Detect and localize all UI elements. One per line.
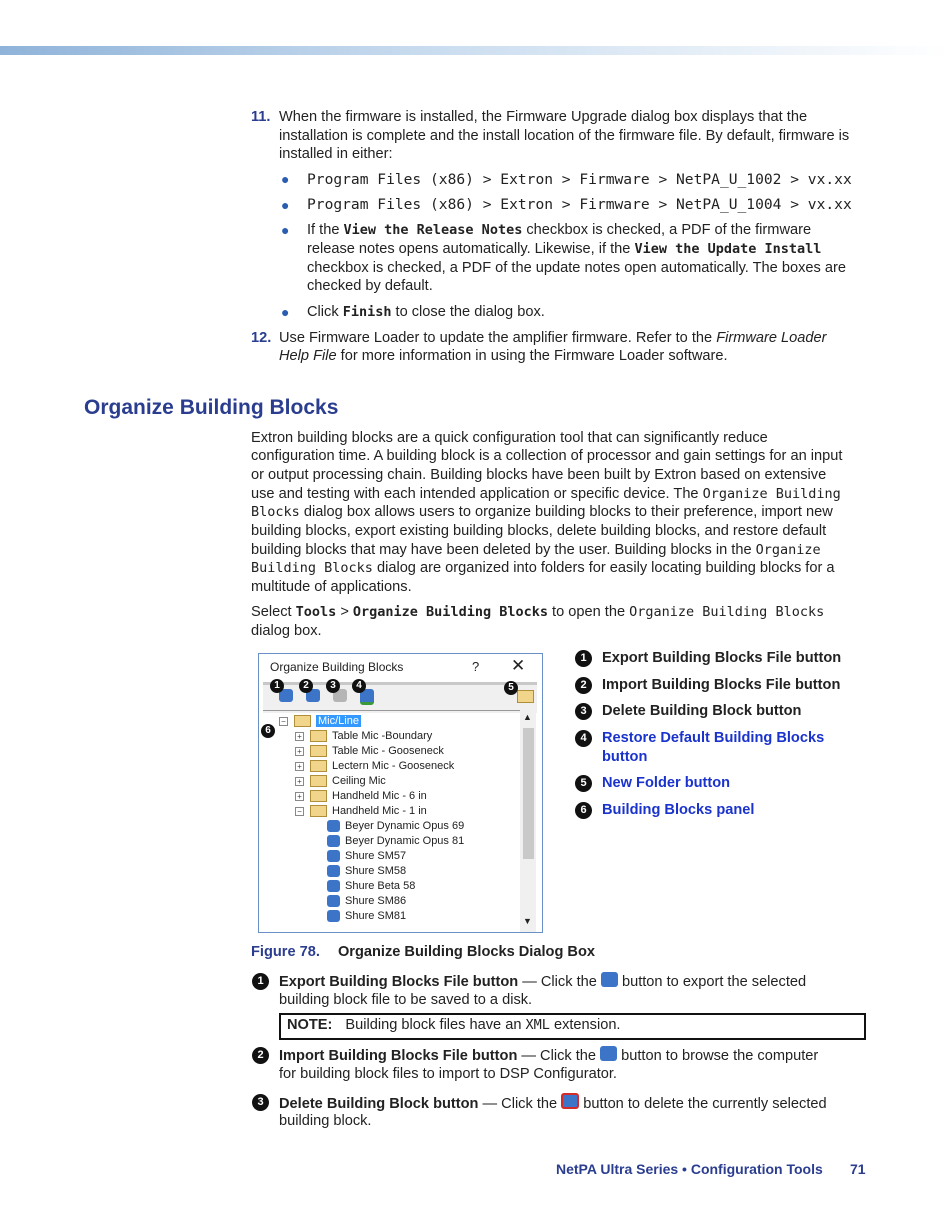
- intro-line-8: Building Blocks dialog are organized into folders for easily locating building blocks for a: [251, 560, 835, 576]
- delete-icon: [561, 1093, 579, 1109]
- export-icon: [601, 972, 618, 987]
- bullet-icon: ●: [281, 171, 290, 187]
- tree-item[interactable]: + Table Mic -Boundary: [295, 729, 432, 743]
- intro-line-6: building blocks, export existing building blocks, delete building blocks, and restore default: [251, 523, 827, 539]
- header-gradient-bar: [0, 46, 950, 55]
- building-block-icon: [327, 895, 340, 907]
- note-box: [279, 1013, 866, 1040]
- step-11-line-2: installation is complete and the install location of the firmware file. By default, firmware is: [279, 128, 850, 144]
- intro-line-4: use and testing with each intended application or specific device. The Organize Building: [251, 486, 841, 502]
- desc-callout-1: 1: [252, 973, 269, 990]
- tree-item[interactable]: Shure Beta 58: [327, 879, 415, 893]
- import-desc-line-2: for building block files to import to DSP Configurator.: [279, 1066, 617, 1082]
- intro-line-5: Blocks dialog box allows users to organize building blocks to their preference, import new: [251, 504, 833, 520]
- step-number: 12.: [251, 330, 272, 346]
- step-12-line-2: Help File for more information in using the Firmware Loader software.: [279, 348, 728, 364]
- intro-line-7: building blocks that may have been deleted by the user. Building blocks in the Organize: [251, 542, 821, 558]
- release-notes-line-3: checkbox is checked, a PDF of the update notes open automatically. The boxes are: [307, 260, 846, 276]
- release-notes-line-4: checked by default.: [307, 278, 433, 294]
- export-desc-line-1: Export Building Blocks File button — Click the button to export the selected: [279, 974, 807, 990]
- callout-3: 3: [326, 679, 340, 693]
- scrollbar-thumb[interactable]: [523, 728, 534, 859]
- building-block-icon: [327, 835, 340, 847]
- callout-1: 1: [270, 679, 284, 693]
- building-blocks-panel[interactable]: [263, 710, 520, 933]
- tree-item[interactable]: − Mic/Line: [279, 714, 361, 728]
- bullet-icon: ●: [281, 304, 290, 320]
- building-block-icon: [327, 850, 340, 862]
- finish-instruction: Click Finish to close the dialog box.: [307, 304, 545, 320]
- release-notes-line-1: If the View the Release Notes checkbox is checked, a PDF of the firmware: [307, 222, 812, 238]
- tree-item[interactable]: Beyer Dynamic Opus 69: [327, 819, 464, 833]
- intro-line-3: or output processing chain. Building blocks have been built by Extron based on extensive: [251, 467, 827, 483]
- figure-caption: Figure 78. Organize Building Blocks Dialog Box: [251, 944, 595, 960]
- tree-item[interactable]: Shure SM81: [327, 909, 406, 923]
- import-desc-line-1: Import Building Blocks File button — Click the button to browse the computer: [279, 1048, 819, 1064]
- folder-icon: [294, 715, 311, 727]
- tree-item[interactable]: Shure SM57: [327, 849, 406, 863]
- chevron-up-icon[interactable]: ▲: [523, 712, 532, 722]
- help-button[interactable]: ?: [472, 659, 480, 674]
- folder-icon: [310, 805, 327, 817]
- organize-building-blocks-dialog: [258, 653, 543, 933]
- tree-item[interactable]: Shure SM86: [327, 894, 406, 908]
- intro-line-9: multitude of applications.: [251, 579, 412, 595]
- close-button[interactable]: ✕: [511, 656, 526, 675]
- tree-item[interactable]: + Handheld Mic - 6 in: [295, 789, 427, 803]
- release-notes-line-2: release notes opens automatically. Likewise, if the View the Update Install: [307, 241, 822, 257]
- bullet-icon: ●: [281, 197, 290, 213]
- tree-item[interactable]: − Handheld Mic - 1 in: [295, 804, 427, 818]
- delete-desc-line-2: building block.: [279, 1113, 372, 1129]
- dialog-title: Organize Building Blocks: [270, 660, 404, 674]
- tree-item[interactable]: + Ceiling Mic: [295, 774, 386, 788]
- step-number: 11.: [251, 109, 271, 125]
- desc-callout-3: 3: [252, 1094, 269, 1111]
- folder-icon: [310, 745, 327, 757]
- intro-line-2: configuration time. A building block is a collection of processor and gain settings for an input: [251, 448, 843, 464]
- select-instruction: Select Tools > Organize Building Blocks to open the Organize Building Blocks: [251, 604, 825, 620]
- bullet-icon: ●: [281, 222, 290, 238]
- export-desc-line-2: building block file to be saved to a disk.: [279, 992, 533, 1008]
- step-12-line-1: Use Firmware Loader to update the amplifier firmware. Refer to the Firmware Loader: [279, 330, 827, 346]
- page-number: 71: [850, 1161, 866, 1177]
- building-block-icon: [327, 865, 340, 877]
- import-icon: [600, 1046, 617, 1061]
- folder-icon: [310, 775, 327, 787]
- delete-desc-line-1: Delete Building Block button — Click the button to delete the currently selected: [279, 1093, 827, 1114]
- vertical-scrollbar[interactable]: [520, 710, 536, 932]
- callout-6: 6: [261, 724, 275, 738]
- intro-line-1: Extron building blocks are a quick configuration tool that can significantly reduce: [251, 430, 768, 446]
- building-block-icon: [327, 880, 340, 892]
- footer-text: NetPA Ultra Series • Configuration Tools: [556, 1161, 823, 1177]
- step-11-line-1: When the firmware is installed, the Firmware Upgrade dialog box displays that the: [279, 109, 808, 125]
- folder-icon: [310, 760, 327, 772]
- callout-5: 5: [504, 681, 518, 695]
- tree-item[interactable]: + Lectern Mic - Gooseneck: [295, 759, 454, 773]
- callout-2: 2: [299, 679, 313, 693]
- building-block-icon: [327, 820, 340, 832]
- firmware-path-2: Program Files (x86) > Extron > Firmware > NetPA_U_1004 > vx.xx: [307, 196, 852, 213]
- tree-item[interactable]: Shure SM58: [327, 864, 406, 878]
- step-11-line-3: installed in either:: [279, 146, 393, 162]
- folder-icon: [310, 790, 327, 802]
- tree-item[interactable]: + Table Mic - Gooseneck: [295, 744, 444, 758]
- new-folder-icon[interactable]: [517, 690, 534, 703]
- desc-callout-2: 2: [252, 1047, 269, 1064]
- note-text: NOTE: Building block files have an XML extension.: [287, 1017, 621, 1033]
- chevron-down-icon[interactable]: ▼: [523, 916, 532, 926]
- tree-item[interactable]: Beyer Dynamic Opus 81: [327, 834, 464, 848]
- select-instruction-end: dialog box.: [251, 623, 322, 639]
- firmware-path-1: Program Files (x86) > Extron > Firmware > NetPA_U_1002 > vx.xx: [307, 171, 852, 188]
- section-heading: Organize Building Blocks: [84, 396, 339, 419]
- callout-4: 4: [352, 679, 366, 693]
- building-block-icon: [327, 910, 340, 922]
- folder-icon: [310, 730, 327, 742]
